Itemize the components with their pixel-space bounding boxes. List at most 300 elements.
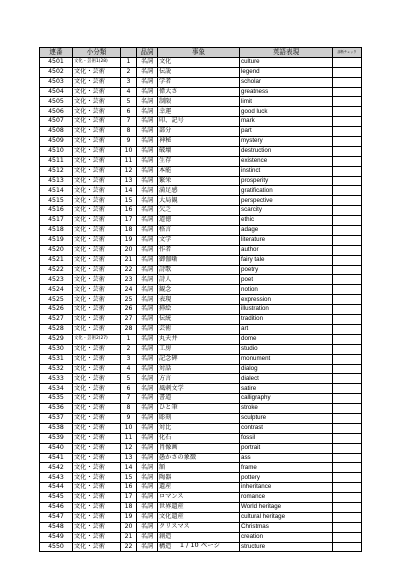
table-row: [40, 493, 362, 503]
cell-index: 12: [121, 166, 137, 176]
cell-subcategory: 文化・芸術: [73, 107, 121, 117]
cell-num: 4534: [40, 384, 73, 394]
table-row: [40, 176, 362, 186]
cell-japanese: 作者: [158, 245, 240, 255]
cell-index: 19: [121, 512, 137, 522]
cell-index: 20: [121, 245, 137, 255]
cell-index: 23: [121, 275, 137, 285]
cell-pos: 名詞: [137, 493, 158, 503]
cell-index: 7: [121, 394, 137, 404]
cell-japanese: ロマンス: [158, 493, 240, 503]
cell-check[interactable]: [333, 245, 362, 255]
cell-pos: 名詞: [137, 235, 158, 245]
cell-pos: 名詞: [137, 453, 158, 463]
cell-check[interactable]: [333, 344, 362, 354]
cell-index: 17: [121, 493, 137, 503]
cell-subcategory: 文化・芸術: [73, 196, 121, 206]
cell-japanese: 対比: [158, 423, 240, 433]
cell-english: portrait: [240, 443, 333, 453]
cell-subcategory: 文化・芸術: [73, 97, 121, 107]
cell-english: art: [240, 324, 333, 334]
cell-num: 4535: [40, 394, 73, 404]
cell-subcategory: 文化・芸術: [73, 404, 121, 414]
cell-index: 11: [121, 433, 137, 443]
cell-japanese: 満足感: [158, 186, 240, 196]
table-row: [40, 137, 362, 147]
cell-num: 4529: [40, 334, 73, 344]
cell-japanese: 化石: [158, 433, 240, 443]
cell-pos: 名詞: [137, 216, 158, 226]
cell-num: 4522: [40, 265, 73, 275]
cell-check[interactable]: [333, 423, 362, 433]
cell-japanese: 彫刻: [158, 413, 240, 423]
cell-check[interactable]: [333, 146, 362, 156]
cell-english: limit: [240, 97, 333, 107]
cell-english: part: [240, 127, 333, 137]
table-row: [40, 196, 362, 206]
cell-english: dialect: [240, 374, 333, 384]
cell-index: 12: [121, 443, 137, 453]
cell-index: 17: [121, 216, 137, 226]
cell-english: dialog: [240, 364, 333, 374]
cell-check[interactable]: [333, 413, 362, 423]
table-row: [40, 413, 362, 423]
cell-english: destruction: [240, 146, 333, 156]
cell-japanese: 書道: [158, 394, 240, 404]
cell-subcategory: 文化・芸術: [73, 216, 121, 226]
table-row: [40, 166, 362, 176]
cell-check[interactable]: [333, 354, 362, 364]
cell-subcategory: 文化・芸術: [73, 483, 121, 493]
cell-index: 6: [121, 107, 137, 117]
cell-pos: 名詞: [137, 532, 158, 542]
cell-japanese: 伝統: [158, 315, 240, 325]
cell-num: 4528: [40, 324, 73, 334]
table-row: [40, 265, 362, 275]
cell-pos: 名詞: [137, 433, 158, 443]
cell-english: cultural heritage: [240, 512, 333, 522]
cell-num: 4530: [40, 344, 73, 354]
table-row: [40, 354, 362, 364]
table-row: [40, 57, 362, 67]
cell-index: 10: [121, 423, 137, 433]
cell-index: 13: [121, 453, 137, 463]
cell-subcategory: 文化・芸術: [73, 305, 121, 315]
cell-index: 21: [121, 532, 137, 542]
table-row: [40, 473, 362, 483]
cell-check[interactable]: [333, 374, 362, 384]
cell-subcategory: 文化・芸術: [73, 235, 121, 245]
cell-english: sculpture: [240, 413, 333, 423]
cell-index: 5: [121, 374, 137, 384]
table-row: [40, 344, 362, 354]
header-row: [40, 48, 362, 58]
cell-subcategory: 文化・芸術: [73, 522, 121, 532]
cell-english: fairy tale: [240, 255, 333, 265]
cell-index: 1: [121, 57, 137, 67]
cell-japanese: 破壊: [158, 146, 240, 156]
cell-check[interactable]: [333, 196, 362, 206]
cell-check[interactable]: [333, 67, 362, 77]
cell-japanese: 挿絵: [158, 305, 240, 315]
cell-japanese: 方言: [158, 374, 240, 384]
cell-japanese: 偉大さ: [158, 87, 240, 97]
cell-num: 4503: [40, 77, 73, 87]
header-num: 連番: [40, 48, 73, 58]
cell-subcategory: 文化・芸術: [73, 463, 121, 473]
cell-check[interactable]: [333, 285, 362, 295]
cell-pos: 名詞: [137, 483, 158, 493]
table-row: [40, 512, 362, 522]
cell-pos: 名詞: [137, 334, 158, 344]
cell-japanese: 観念: [158, 285, 240, 295]
cell-check[interactable]: [333, 473, 362, 483]
cell-pos: 名詞: [137, 522, 158, 532]
cell-check[interactable]: [333, 463, 362, 473]
cell-check[interactable]: [333, 226, 362, 236]
cell-pos: 名詞: [137, 265, 158, 275]
cell-check[interactable]: [333, 443, 362, 453]
cell-japanese: 工房: [158, 344, 240, 354]
cell-index: 2: [121, 67, 137, 77]
cell-japanese: 表現: [158, 295, 240, 305]
cell-pos: 名詞: [137, 226, 158, 236]
cell-subcategory: 文化・芸術: [73, 255, 121, 265]
cell-subcategory: 文化・芸術: [73, 67, 121, 77]
cell-japanese: ひと筆: [158, 404, 240, 414]
cell-pos: 名詞: [137, 166, 158, 176]
table-row: [40, 502, 362, 512]
cell-english: poetry: [240, 265, 333, 275]
cell-index: 22: [121, 265, 137, 275]
cell-japanese: 欠乏: [158, 206, 240, 216]
cell-pos: 名詞: [137, 127, 158, 137]
table-row: [40, 245, 362, 255]
cell-pos: 名詞: [137, 354, 158, 364]
cell-pos: 名詞: [137, 324, 158, 334]
cell-index: 15: [121, 196, 137, 206]
cell-english: satire: [240, 384, 333, 394]
cell-pos: 名詞: [137, 394, 158, 404]
cell-pos: 名詞: [137, 344, 158, 354]
cell-subcategory: 文化・芸術: [73, 77, 121, 87]
cell-num: 4512: [40, 166, 73, 176]
cell-english: fossil: [240, 433, 333, 443]
cell-subcategory: 文化・芸術: [73, 394, 121, 404]
cell-subcategory: 文化・芸術: [73, 87, 121, 97]
cell-pos: 名詞: [137, 186, 158, 196]
cell-index: 9: [121, 137, 137, 147]
header-pos: 品詞: [137, 48, 158, 58]
cell-index: 8: [121, 127, 137, 137]
table-row: [40, 374, 362, 384]
table-row: [40, 364, 362, 374]
table-header: [40, 48, 362, 58]
cell-subcategory: 文化・芸術: [73, 423, 121, 433]
cell-index: 13: [121, 176, 137, 186]
cell-subcategory: 文化・芸術: [73, 226, 121, 236]
cell-index: 1: [121, 334, 137, 344]
cell-check[interactable]: [333, 186, 362, 196]
cell-check[interactable]: [333, 137, 362, 147]
cell-check[interactable]: [333, 166, 362, 176]
table-row: [40, 67, 362, 77]
cell-check[interactable]: [333, 77, 362, 87]
cell-subcategory: 文化・芸術2(27): [73, 334, 121, 344]
cell-check[interactable]: [333, 107, 362, 117]
cell-num: 4550: [40, 542, 73, 552]
cell-pos: 名詞: [137, 255, 158, 265]
cell-japanese: 御伽噺: [158, 255, 240, 265]
cell-japanese: 肖像画: [158, 443, 240, 453]
cell-pos: 名詞: [137, 512, 158, 522]
cell-subcategory: 文化・芸術: [73, 295, 121, 305]
table-row: [40, 443, 362, 453]
cell-index: 15: [121, 473, 137, 483]
cell-index: 20: [121, 522, 137, 532]
cell-english: good luck: [240, 107, 333, 117]
cell-num: 4531: [40, 354, 73, 364]
cell-japanese: 本能: [158, 166, 240, 176]
cell-pos: 名詞: [137, 206, 158, 216]
cell-english: culture: [240, 57, 333, 67]
cell-num: 4537: [40, 413, 73, 423]
cell-check[interactable]: [333, 206, 362, 216]
cell-subcategory: 文化・芸術: [73, 176, 121, 186]
cell-num: 4548: [40, 522, 73, 532]
table-row: [40, 394, 362, 404]
cell-subcategory: 文化・芸術: [73, 146, 121, 156]
cell-num: 4525: [40, 295, 73, 305]
cell-japanese: 記念碑: [158, 354, 240, 364]
cell-num: 4502: [40, 67, 73, 77]
vocabulary-table: [39, 47, 362, 552]
cell-num: 4549: [40, 532, 73, 542]
cell-japanese: 繁栄: [158, 176, 240, 186]
cell-english: poet: [240, 275, 333, 285]
cell-num: 4520: [40, 245, 73, 255]
cell-index: 14: [121, 186, 137, 196]
cell-english: dome: [240, 334, 333, 344]
cell-check[interactable]: [333, 493, 362, 503]
cell-english: scholar: [240, 77, 333, 87]
header-english: 英語表現: [240, 48, 333, 58]
cell-pos: 名詞: [137, 463, 158, 473]
page-footer: 1 / 10 ページ: [179, 541, 221, 549]
cell-pos: 名詞: [137, 137, 158, 147]
cell-check[interactable]: [333, 127, 362, 137]
cell-check[interactable]: [333, 512, 362, 522]
cell-japanese: 格言: [158, 226, 240, 236]
cell-english: greatness: [240, 87, 333, 97]
table-row: [40, 285, 362, 295]
cell-english: illustration: [240, 305, 333, 315]
cell-num: 4511: [40, 156, 73, 166]
cell-num: 4539: [40, 433, 73, 443]
cell-check[interactable]: [333, 315, 362, 325]
cell-subcategory: 文化・芸術: [73, 137, 121, 147]
cell-pos: 名詞: [137, 384, 158, 394]
table-row: [40, 117, 362, 127]
cell-check[interactable]: [333, 394, 362, 404]
cell-subcategory: 文化・芸術: [73, 117, 121, 127]
cell-num: 4544: [40, 483, 73, 493]
header-index: [121, 48, 137, 58]
cell-num: 4504: [40, 87, 73, 97]
cell-index: 26: [121, 305, 137, 315]
cell-pos: 名詞: [137, 502, 158, 512]
cell-english: legend: [240, 67, 333, 77]
cell-check[interactable]: [333, 265, 362, 275]
cell-subcategory: 文化・芸術: [73, 206, 121, 216]
table-row: [40, 384, 362, 394]
cell-index: 2: [121, 344, 137, 354]
table-row: [40, 77, 362, 87]
cell-pos: 名詞: [137, 542, 158, 552]
cell-english: prosperity: [240, 176, 333, 186]
cell-check[interactable]: [333, 502, 362, 512]
cell-japanese: 風刺文学: [158, 384, 240, 394]
cell-english: instinct: [240, 166, 333, 176]
cell-check[interactable]: [333, 483, 362, 493]
cell-check[interactable]: [333, 522, 362, 532]
cell-num: 4517: [40, 216, 73, 226]
cell-pos: 名詞: [137, 423, 158, 433]
cell-subcategory: 文化・芸術: [73, 315, 121, 325]
cell-check[interactable]: [333, 156, 362, 166]
cell-subcategory: 文化・芸術: [73, 285, 121, 295]
header-subcategory: 小分類: [73, 48, 121, 58]
cell-pos: 名詞: [137, 305, 158, 315]
cell-japanese: 構造: [158, 542, 240, 552]
cell-japanese: 対話: [158, 364, 240, 374]
cell-num: 4547: [40, 512, 73, 522]
cell-index: 3: [121, 77, 137, 87]
cell-subcategory: 文化・芸術: [73, 384, 121, 394]
cell-index: 5: [121, 97, 137, 107]
cell-check[interactable]: [333, 453, 362, 463]
cell-check[interactable]: [333, 255, 362, 265]
table-row: [40, 146, 362, 156]
cell-subcategory: 文化・芸術: [73, 324, 121, 334]
cell-japanese: 芸術: [158, 324, 240, 334]
cell-english: tradition: [240, 315, 333, 325]
cell-check[interactable]: [333, 216, 362, 226]
table-row: [40, 97, 362, 107]
cell-check[interactable]: [333, 384, 362, 394]
cell-japanese: 幸運: [158, 107, 240, 117]
cell-english: frame: [240, 463, 333, 473]
cell-check[interactable]: [333, 334, 362, 344]
cell-check[interactable]: [333, 235, 362, 245]
cell-subcategory: 文化・芸術: [73, 156, 121, 166]
cell-japanese: 詩人: [158, 275, 240, 285]
cell-check[interactable]: [333, 324, 362, 334]
cell-check[interactable]: [333, 433, 362, 443]
cell-index: 4: [121, 87, 137, 97]
table-row: [40, 324, 362, 334]
cell-subcategory: 文化・芸術: [73, 502, 121, 512]
cell-english: expression: [240, 295, 333, 305]
cell-num: 4506: [40, 107, 73, 117]
cell-num: 4516: [40, 206, 73, 216]
cell-english: pottery: [240, 473, 333, 483]
cell-check[interactable]: [333, 117, 362, 127]
cell-pos: 名詞: [137, 77, 158, 87]
cell-pos: 名詞: [137, 404, 158, 414]
cell-japanese: 世界遺産: [158, 502, 240, 512]
cell-subcategory: 文化・芸術: [73, 443, 121, 453]
cell-num: 4508: [40, 127, 73, 137]
cell-num: 4507: [40, 117, 73, 127]
cell-pos: 名詞: [137, 57, 158, 67]
cell-japanese: 制限: [158, 97, 240, 107]
cell-check[interactable]: [333, 176, 362, 186]
table-row: [40, 206, 362, 216]
cell-index: 11: [121, 156, 137, 166]
cell-japanese: 神秘: [158, 137, 240, 147]
cell-pos: 名詞: [137, 473, 158, 483]
cell-check[interactable]: [333, 404, 362, 414]
cell-check[interactable]: [333, 364, 362, 374]
cell-english: existence: [240, 156, 333, 166]
cell-japanese: 文学: [158, 235, 240, 245]
cell-num: 4523: [40, 275, 73, 285]
cell-english: calligraphy: [240, 394, 333, 404]
cell-num: 4505: [40, 97, 73, 107]
cell-english: author: [240, 245, 333, 255]
table-row: [40, 216, 362, 226]
cell-subcategory: 文化・芸術: [73, 127, 121, 137]
cell-check[interactable]: [333, 295, 362, 305]
cell-japanese: 部分: [158, 127, 240, 137]
cell-subcategory: 文化・芸術: [73, 354, 121, 364]
table-row: [40, 87, 362, 97]
cell-english: adage: [240, 226, 333, 236]
cell-subcategory: 文化・芸術: [73, 275, 121, 285]
cell-num: 4514: [40, 186, 73, 196]
cell-index: 24: [121, 285, 137, 295]
table-row: [40, 156, 362, 166]
cell-japanese: 道徳: [158, 216, 240, 226]
cell-num: 4533: [40, 374, 73, 384]
cell-subcategory: 文化・芸術1(28): [73, 57, 121, 67]
cell-pos: 名詞: [137, 364, 158, 374]
cell-check[interactable]: [333, 275, 362, 285]
cell-subcategory: 文化・芸術: [73, 433, 121, 443]
cell-check[interactable]: [333, 57, 362, 67]
cell-num: 4518: [40, 226, 73, 236]
cell-subcategory: 文化・芸術: [73, 413, 121, 423]
cell-pos: 名詞: [137, 146, 158, 156]
cell-index: 10: [121, 146, 137, 156]
table-row: [40, 404, 362, 414]
table-body: [40, 57, 362, 552]
cell-check[interactable]: [333, 97, 362, 107]
cell-num: 4524: [40, 285, 73, 295]
cell-check[interactable]: [333, 87, 362, 97]
cell-pos: 名詞: [137, 176, 158, 186]
cell-subcategory: 文化・芸術: [73, 186, 121, 196]
table-row: [40, 226, 362, 236]
cell-english: structure: [240, 542, 333, 552]
cell-english: romance: [240, 493, 333, 503]
cell-pos: 名詞: [137, 275, 158, 285]
cell-english: Christmas: [240, 522, 333, 532]
cell-check[interactable]: [333, 305, 362, 315]
cell-index: 6: [121, 384, 137, 394]
table-row: [40, 107, 362, 117]
